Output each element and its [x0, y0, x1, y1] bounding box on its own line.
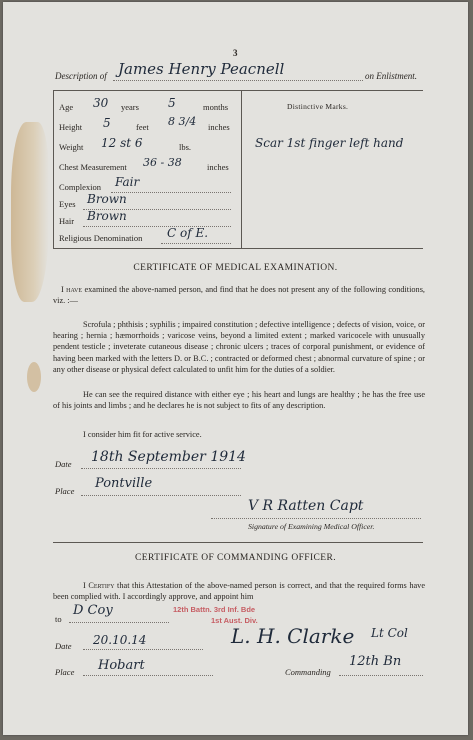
complexion-line	[111, 192, 231, 193]
age-years: 30	[93, 96, 109, 110]
commanding-place-label: Place	[55, 667, 75, 677]
commanding-certify-smallcaps: I Certify	[83, 581, 115, 590]
to-line	[69, 622, 169, 623]
medical-conditions: Scrofula ; phthisis ; syphilis ; impaired constitution ; defective intelligence ; defects of vision, voice, or hearing ; hernia ; hæmorrhoids ; varicose veins, beyond a limited extent ; marked varicocele with unusually pendent testicle ; inveterate cutaneous disease ; chronic ulcers ; traces of corporal punishment, or evidence of having been marked with the letters D. or B.C. ; contracted or deformed chest ; abnormal curvature of spine ; or any other disease or physical defect calculated to unfit him for the duties of a soldier.	[53, 320, 425, 374]
medical-intro-text: examined the above-named person, and find that he does not present any of the following conditions, viz. :—	[53, 285, 426, 306]
age-label: Age	[59, 102, 74, 112]
chest-inches-label: inches	[207, 162, 229, 172]
commanding-date-value: 20.10.14	[93, 633, 147, 647]
stain-mark	[11, 122, 49, 302]
hair-value: Brown	[87, 209, 127, 223]
medical-intro	[53, 284, 425, 306]
eyes-label: Eyes	[59, 199, 76, 209]
medical-date-value: 18th September 1914	[91, 449, 246, 465]
commanding-unit-line	[339, 675, 423, 676]
box-left-rule	[53, 90, 54, 248]
years-label: years	[121, 102, 139, 112]
weight-value: 12 st 6	[101, 136, 143, 150]
medical-date-line	[81, 468, 241, 469]
distinctive-marks-value: Scar 1st finger left hand	[255, 136, 404, 150]
eyes-value: Brown	[87, 192, 127, 206]
to-value: D Coy	[73, 603, 113, 618]
chest-value: 36 - 38	[143, 156, 182, 169]
page-number: 3	[233, 48, 238, 58]
weight-label: Weight	[59, 142, 84, 152]
medical-signature-caption: Signature of Examining Medical Officer.	[248, 522, 375, 531]
medical-signature-line	[211, 518, 421, 519]
medical-place-line	[81, 495, 241, 496]
commanding-heading: CERTIFICATE OF COMMANDING OFFICER.	[135, 553, 336, 563]
commanding-place-value: Hobart	[98, 658, 145, 673]
religion-label: Religious Denomination	[59, 233, 143, 243]
months-label: months	[203, 102, 229, 112]
medical-signature: V R Ratten Capt	[248, 498, 364, 514]
commanding-unit: 12th Bn	[349, 654, 402, 669]
age-months: 5	[168, 96, 176, 110]
religion-value: C of E.	[167, 226, 209, 240]
unit-stamp-line2: 1st Aust. Div.	[211, 616, 258, 625]
commanding-certify	[53, 580, 425, 602]
commanding-signature: L. H. Clarke	[231, 624, 355, 648]
lbs-label: lbs.	[179, 142, 192, 152]
name-line	[113, 80, 363, 81]
medical-place-label: Place	[55, 486, 75, 496]
box-top-rule	[53, 90, 423, 91]
distinctive-marks-heading: Distinctive Marks.	[287, 102, 349, 111]
commanding-label: Commanding	[285, 667, 331, 677]
inches-label: inches	[208, 122, 230, 132]
description-prefix: Description of	[55, 71, 107, 81]
commanding-signature-rank: Lt Col	[371, 626, 408, 640]
box-divider-rule	[241, 90, 242, 248]
commanding-place-line	[83, 675, 213, 676]
commanding-date-label: Date	[55, 641, 72, 651]
feet-label: feet	[136, 122, 149, 132]
box-bottom-rule	[53, 248, 423, 249]
medical-heading: CERTIFICATE OF MEDICAL EXAMINATION.	[133, 263, 338, 273]
medical-fit: I consider him fit for active service.	[83, 430, 202, 439]
complexion-value: Fair	[115, 175, 140, 189]
hair-line	[83, 226, 231, 227]
height-label: Height	[59, 122, 83, 132]
to-label: to	[55, 614, 62, 624]
unit-stamp-line1: 12th Battn. 3rd Inf. Bde	[173, 605, 256, 614]
chest-label: Chest Measurement	[59, 162, 127, 172]
medical-date-label: Date	[55, 459, 72, 469]
medical-distance: He can see the required distance with either eye ; his heart and lungs are healthy ; he has the free use of his joints and limbs ; and he declares he is not subject to fits of any description.	[53, 390, 425, 411]
complexion-label: Complexion	[59, 182, 102, 192]
section-divider	[53, 542, 423, 543]
medical-place-value: Pontville	[95, 476, 153, 491]
height-feet: 5	[103, 116, 111, 130]
recruit-name: James Henry Peacnell	[118, 60, 285, 78]
stain-mark	[27, 362, 41, 392]
medical-intro-smallcaps: I have	[61, 285, 83, 294]
hair-label: Hair	[59, 216, 75, 226]
commanding-date-line	[83, 649, 203, 650]
religion-line	[161, 243, 231, 244]
commanding-certify-text: that this Attestation of the above-named person is correct, and that the required forms have been complied with. I accordingly approve, and appoint him	[53, 581, 425, 602]
height-inches: 8 3/4	[168, 115, 197, 128]
attestation-page	[3, 2, 468, 735]
description-suffix: on Enlistment.	[365, 71, 417, 81]
